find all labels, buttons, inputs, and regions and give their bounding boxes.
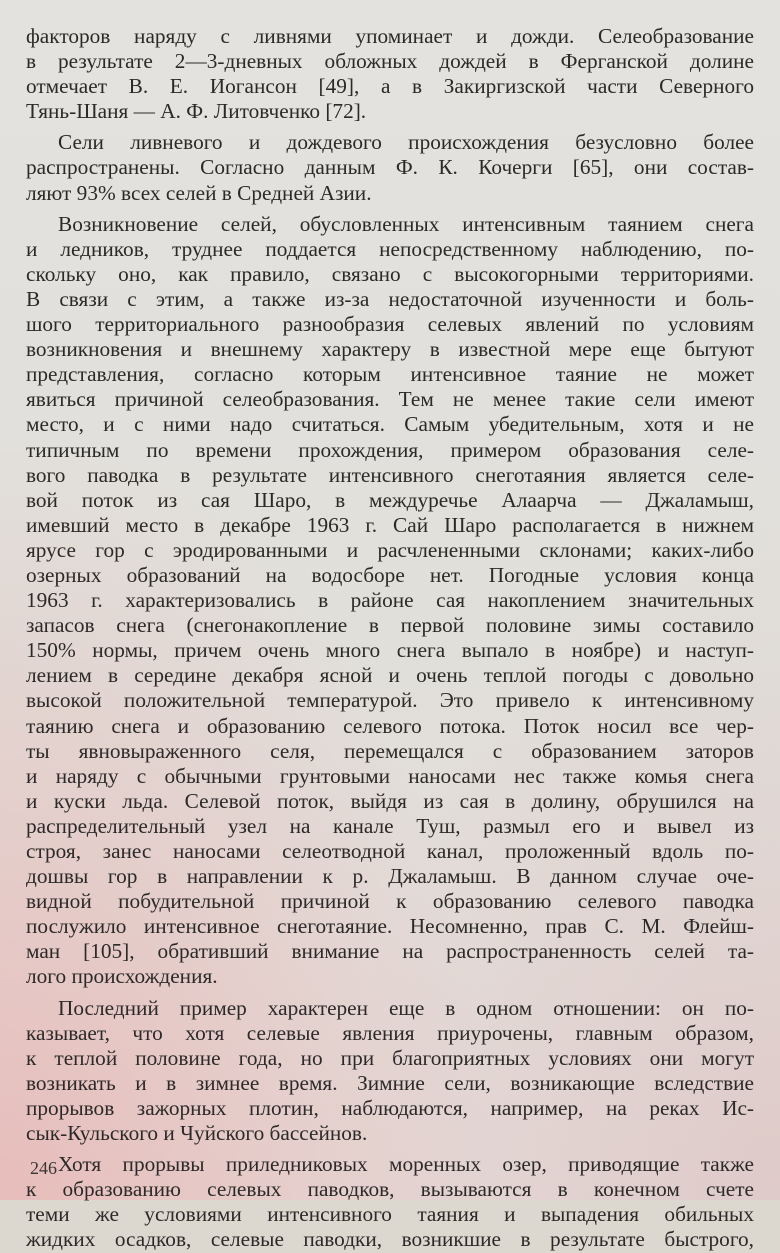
text-line: шого территориального разнообразия селевых явлений по условиям — [26, 312, 754, 337]
text-line: вой поток из сая Шаро, в междуречье Алаарча — Джаламыш, — [26, 487, 754, 512]
paragraph — [26, 130, 754, 205]
text-line: Последний пример характерен еще в одном отношении: он по- — [58, 995, 754, 1020]
text-line: распределительный узел на канале Туш, размыл его и вывел из — [26, 813, 754, 838]
text-line: лением в середине декабря ясной и очень теплой погоды с довольно — [26, 663, 754, 688]
body-text — [26, 24, 754, 1253]
text-line: лого происхождения. — [26, 964, 218, 989]
text-line: факторов наряду с ливнями упоминает и дожди. Селеобразование — [26, 24, 754, 48]
text-line: озерных образований на водосборе нет. Погодные условия конца — [26, 562, 754, 587]
text-line: видной побудительной причиной к образованию селевого паводка — [26, 889, 754, 914]
text-line: ярусе гор с эродированными и расчлененными склонами; каких-либо — [26, 537, 754, 562]
text-line: к теплой половине года, но при благоприятных условиях они могут — [26, 1045, 754, 1070]
text-line: и куски льда. Селевой поток, выйдя из сая в долину, обрушился на — [26, 788, 754, 813]
text-line: высокой положительной температурой. Это привело к интенсивному — [26, 688, 754, 713]
text-line: в результате 2—3-дневных обложных дождей в Ферганской долине — [26, 49, 754, 74]
text-line: теми же условиями интенсивного таяния и выпадения обильных — [26, 1202, 754, 1227]
text-line: 1963 г. характеризовались в районе сая накоплением значительных — [26, 588, 754, 613]
text-line: и ледников, труднее поддается непосредственному наблюдению, по- — [26, 236, 754, 261]
text-line: к образованию селевых паводков, вызываются в конечном счете — [26, 1177, 754, 1202]
text-line: типичным по времени прохождения, примером образования селе- — [26, 437, 754, 462]
text-line: ман [105], обративший внимание на распространенность селей та- — [26, 939, 754, 964]
text-line: прорывов зажорных плотин, наблюдаются, например, на реках Ис- — [26, 1095, 754, 1120]
text-line: вого паводка в результате интенсивного снеготаяния является селе- — [26, 462, 754, 487]
text-line: ляют 93% всех селей в Средней Азии. — [26, 180, 372, 205]
paragraph — [26, 996, 754, 1147]
text-line: возникать и в зимнее время. Зимние сели, возникающие вследствие — [26, 1070, 754, 1095]
text-line: место, и с ними надо считаться. Самым убедительным, хотя и не — [26, 412, 754, 437]
text-line: послужило интенсивное снеготаяние. Несомненно, прав С. М. Флейш- — [26, 914, 754, 939]
text-line: 150% нормы, причем очень много снега выпало в ноябре) и наступ- — [26, 638, 754, 663]
paragraph — [26, 24, 754, 124]
text-line: представления, согласно которым интенсивное таяние не может — [26, 362, 754, 387]
text-line: явиться причиной селеобразования. Тем не менее такие сели имеют — [26, 387, 754, 412]
text-line: и наряду с обычными грунтовыми наносами нес также комья снега — [26, 763, 754, 788]
text-line: распространены. Согласно данным Ф. К. Кочерги [65], они состав- — [26, 155, 754, 180]
text-line: возникновения и внешнему характеру в известной мере еще бытуют — [26, 337, 754, 362]
page-number: 246 — [30, 1158, 57, 1178]
text-line: дошвы гор в направлении к р. Джаламыш. В данном случае оче- — [26, 864, 754, 889]
text-line: сык-Кульского и Чуйского бассейнов. — [26, 1121, 368, 1146]
text-line: скольку оно, как правило, связано с высокогорными территориями. — [26, 261, 754, 286]
text-line: отмечает В. Е. Иогансон [49], а в Закиргизской части Северного — [26, 74, 754, 99]
text-line: Тянь-Шаня — А. Ф. Литовченко [72]. — [26, 99, 367, 124]
text-line: Возникновение селей, обусловленных интенсивным таянием снега — [58, 211, 754, 236]
text-line: Хотя прорывы приледниковых моренных озер, приводящие также — [58, 1152, 754, 1177]
text-line: казывает, что хотя селевые явления приурочены, главным образом, — [26, 1020, 754, 1045]
paragraph — [26, 212, 754, 990]
text-line: ты явновыраженного селя, перемещался с образованием заторов — [26, 738, 754, 763]
text-line: В связи с этим, а также из-за недостаточной изученности и боль- — [26, 286, 754, 311]
text-line: таянию снега и образованию селевого потока. Поток носил все чер- — [26, 713, 754, 738]
text-line: запасов снега (снегонакопление в первой половине зимы составило — [26, 613, 754, 638]
text-line: жидких осадков, селевые паводки, возникшие в результате быстрого, — [26, 1227, 754, 1252]
paragraph — [26, 1152, 754, 1252]
text-line: имевший место в декабре 1963 г. Сай Шаро располагается в нижнем — [26, 512, 754, 537]
text-line: строя, занес наносами селеотводной канал, проложенный вдоль по- — [26, 839, 754, 863]
text-line: Сели ливневого и дождевого происхождения безусловно более — [58, 130, 754, 155]
